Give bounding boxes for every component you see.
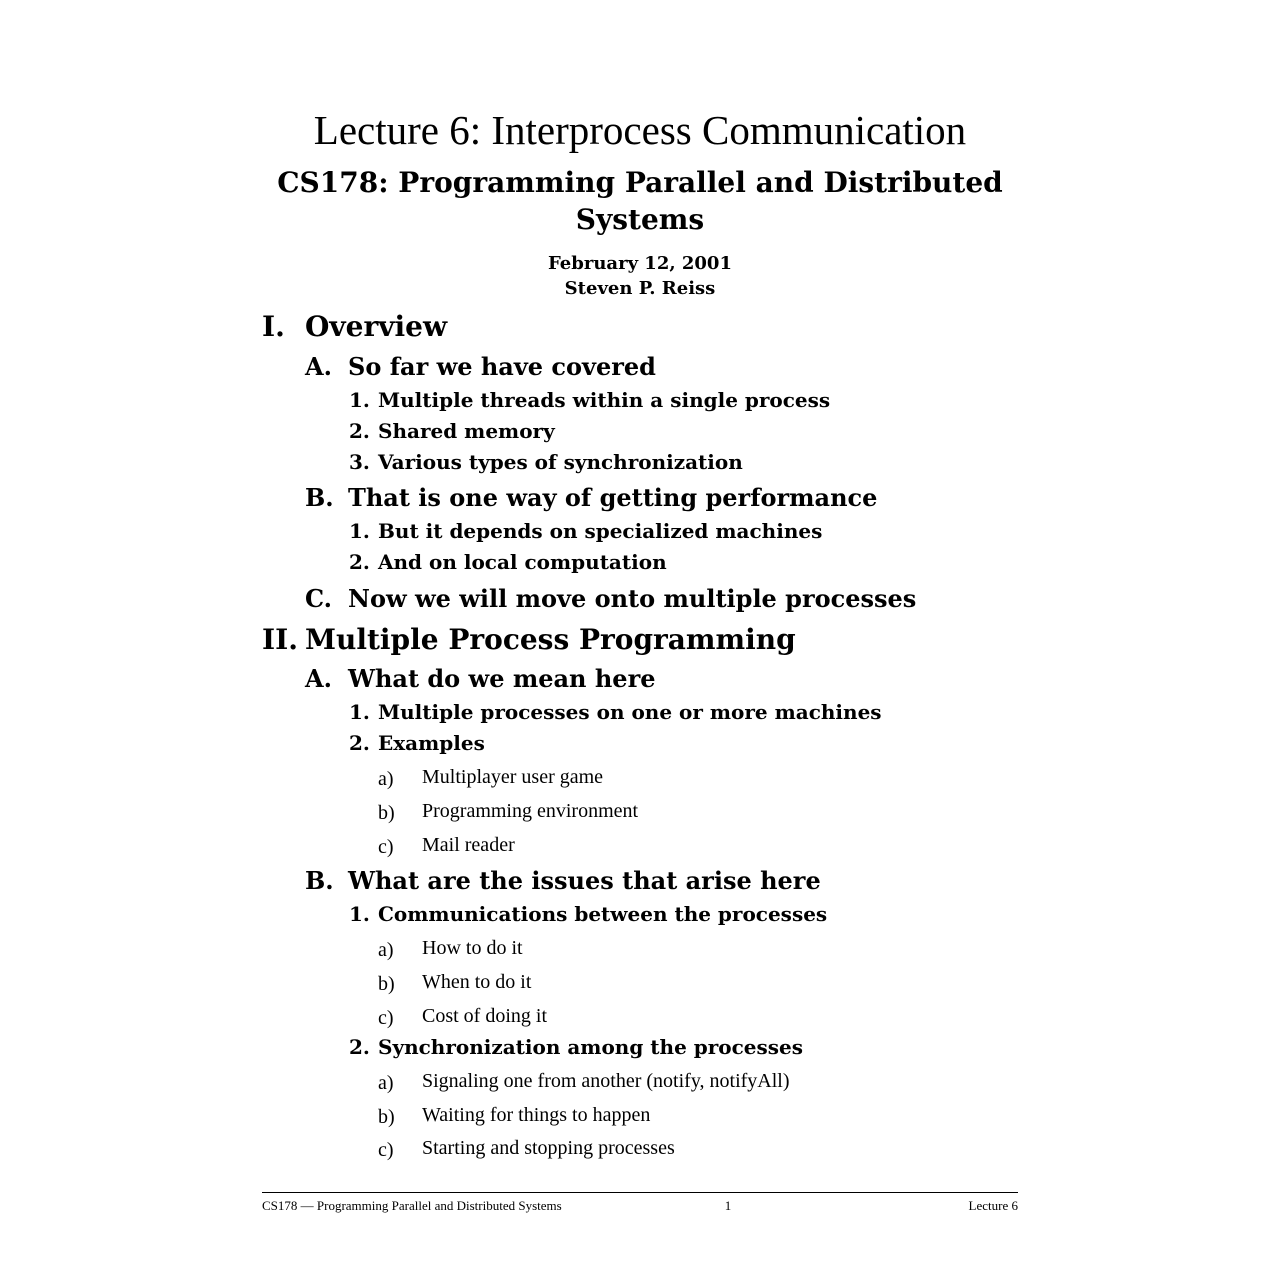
outline-marker: 2. (349, 550, 370, 574)
outline-marker: c) (378, 1007, 394, 1029)
outline-label: When to do it (422, 971, 532, 993)
outline-marker: B. (305, 866, 334, 895)
outline-marker: A. (305, 352, 332, 381)
outline-label: Signaling one from another (notify, notifyAll) (422, 1070, 790, 1092)
course-title-line2: Systems (575, 203, 705, 236)
lecture-author: Steven P. Reiss (564, 278, 716, 299)
outline-label: What are the issues that arise here (348, 866, 821, 895)
outline-label: Shared memory (378, 419, 555, 443)
outline-marker: a) (378, 768, 394, 790)
outline-label: Mail reader (422, 834, 515, 856)
outline-marker: 1. (349, 519, 370, 543)
outline-label: So far we have covered (348, 352, 656, 381)
course-title-line1: CS178: Programming Parallel and Distributed (277, 166, 1003, 199)
outline-marker: 3. (349, 450, 370, 474)
outline-label: And on local computation (378, 550, 667, 574)
outline-label: But it depends on specialized machines (378, 519, 823, 543)
outline-marker: C. (305, 584, 333, 613)
outline-marker: 2. (349, 731, 370, 755)
outline-label: Multiple processes on one or more machines (378, 700, 882, 724)
outline-label: That is one way of getting performance (348, 483, 878, 512)
outline-label: Synchronization among the processes (378, 1035, 804, 1059)
outline-marker: c) (378, 1139, 394, 1161)
outline-marker: 2. (349, 1035, 370, 1059)
outline-marker: c) (378, 836, 394, 858)
outline-label: Now we will move onto multiple processes (348, 584, 917, 613)
outline-marker: 1. (349, 902, 370, 926)
outline-label: Multiple threads within a single process (378, 388, 831, 412)
outline-label: Various types of synchronization (378, 450, 743, 474)
outline-marker: b) (378, 973, 395, 995)
outline-marker: I. (262, 310, 285, 343)
outline-label: Communications between the processes (378, 902, 828, 926)
outline-label: How to do it (422, 937, 523, 959)
outline-marker: b) (378, 1106, 395, 1128)
outline-marker: II. (262, 623, 298, 656)
outline-marker: 2. (349, 419, 370, 443)
outline-label: What do we mean here (348, 664, 656, 693)
outline-label: Examples (378, 731, 485, 755)
outline-marker: 1. (349, 700, 370, 724)
outline-label: Starting and stopping processes (422, 1137, 675, 1159)
outline-marker: 1. (349, 388, 370, 412)
page-number: 1 (724, 1198, 732, 1213)
page-title: Lecture 6: Interprocess Communication (313, 107, 967, 153)
outline-label: Multiplayer user game (422, 766, 604, 788)
footer-course: CS178 — Programming Parallel and Distributed Systems (262, 1198, 562, 1213)
outline-label: Multiple Process Programming (305, 623, 796, 656)
outline-label: Cost of doing it (422, 1005, 548, 1027)
outline-marker: a) (378, 939, 394, 961)
footer-divider (262, 1192, 1018, 1193)
outline-label: Overview (305, 310, 448, 343)
footer-lecture: Lecture 6 (968, 1198, 1018, 1213)
outline-marker: A. (305, 664, 332, 693)
outline-label: Waiting for things to happen (422, 1104, 651, 1126)
outline-marker: B. (305, 483, 334, 512)
outline-label: Programming environment (422, 800, 639, 822)
outline-marker: b) (378, 802, 395, 824)
lecture-date: February 12, 2001 (548, 253, 732, 274)
outline-marker: a) (378, 1072, 394, 1094)
